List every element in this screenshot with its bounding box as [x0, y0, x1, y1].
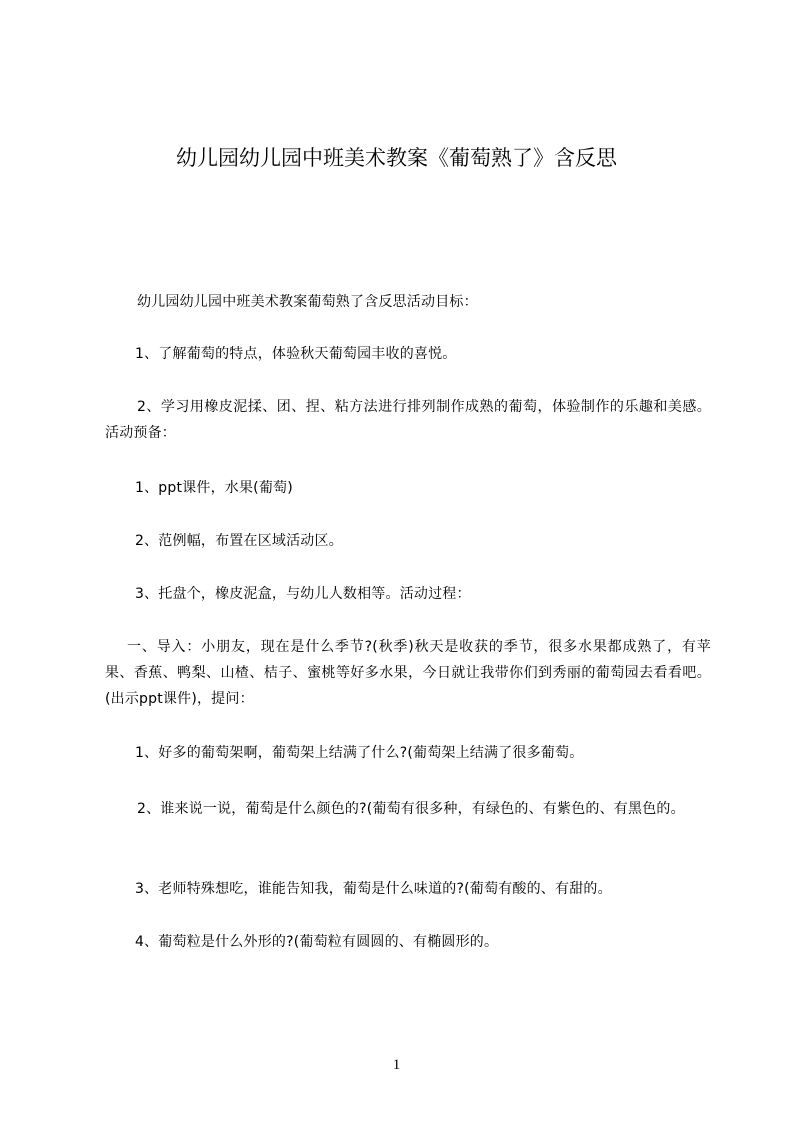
paragraph-question-1: 1、好多的葡萄架啊，葡萄架上结满了什么?(葡萄架上结满了很多葡萄。: [135, 745, 584, 761]
paragraph-question-3: 3、老师特殊想吃，谁能告知我，葡萄是什么味道的?(葡萄有酸的、有甜的。: [135, 881, 612, 897]
paragraph-goal-2: 2、学习用橡皮泥揉、团、捏、粘方法进行排列制作成熟的葡萄，体验制作的乐趣和美感。活动预备：: [105, 399, 711, 441]
paragraph-goal-1: 1、了解葡萄的特点，体验秋天葡萄园丰收的喜悦。: [135, 346, 457, 362]
paragraph-question-2: 2、谁来说一说，葡萄是什么颜色的?(葡萄有很多种，有绿色的、有紫色的、有黑色的。: [137, 801, 685, 817]
paragraph-prep-3: 3、托盘个，橡皮泥盒，与幼儿人数相等。活动过程：: [135, 586, 471, 602]
page-number: 1: [392, 1057, 401, 1073]
paragraph-intro: 幼儿园幼儿园中班美术教案葡萄熟了含反思活动目标：: [137, 294, 478, 310]
page-title: 幼儿园幼儿园中班美术教案《葡萄熟了》含反思: [176, 146, 617, 170]
paragraph-prep-2: 2、范例幅，布置在区域活动区。: [135, 533, 343, 549]
paragraph-question-4: 4、葡萄粒是什么外形的?(葡萄粒有圆圆的、有椭圆形的。: [135, 934, 499, 950]
paragraph-process-intro: 一、导入：小朋友，现在是什么季节?(秋季)秋天是收获的季节，很多水果都成熟了，有苹果、香蕉、鸭梨、山楂、桔子、蜜桃等好多水果，今日就让我带你们到秀丽的葡萄园去看看吧。(出示ppt课件)，提问：: [105, 639, 711, 707]
paragraph-prep-1: 1、ppt课件，水果(葡萄): [135, 480, 293, 496]
